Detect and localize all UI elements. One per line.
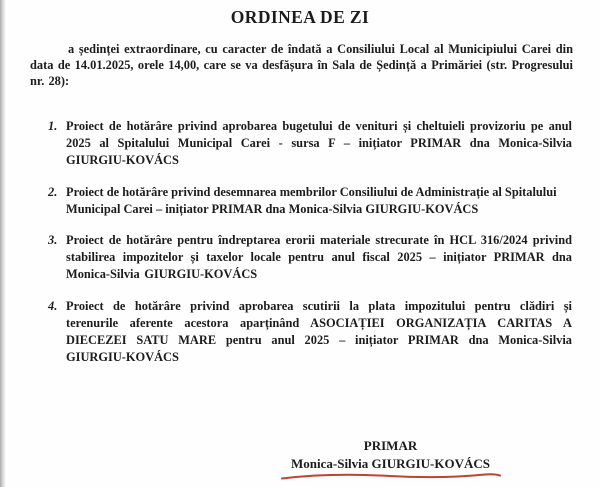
agenda-item-3-number: 3.: [48, 233, 58, 248]
agenda-item-3: [48, 232, 572, 284]
document-title: ORDINEA DE ZI: [230, 7, 370, 27]
agenda-item-4: [48, 298, 572, 367]
signature-name: Monica-Silvia GIURGIU-KOVÁCS: [291, 455, 490, 471]
agenda-item-1: [48, 118, 572, 170]
agenda-item-1-text: Proiect de hotărâre privind aprobarea bugetului de venituri și cheltuieli provizoriu pe anul 2025 al Spitalului Municipal Carei - sursa F – inițiator PRIMAR dna Monica-Silvia GIURGIU-KOVÁCS: [66, 119, 572, 168]
agenda-item-3-text: Proiect de hotărâre pentru îndreptarea erorii materiale strecurate în HCL 316/2024 privind stabilirea impozitelor și taxelor locale pentru anul fiscal 2025 – inițiator PRIMAR dna Monica-Silvia GIURGIU-KOVÁCS: [66, 233, 572, 282]
agenda-item-4-text: Proiect de hotărâre privind aprobarea scutirii la plata impozitului pentru clădiri și terenurile aferente acestora aparținând ASOCIAȚIEI ORGANIZAȚIA CARITAS A DIECEZEI SATU MARE pentru anul 2025 – inițiator PRIMAR dna Monica-Silvia GIURGIU-KOVÁCS: [66, 298, 572, 365]
signature-block: [268, 437, 513, 481]
agenda-item-2-number: 2.: [48, 184, 58, 199]
intro-paragraph: a ședinței extraordinare, cu caracter de îndată a Consiliului Local al Municipiului Carei din data de 14.01.2025, orele 14,00, care se va desfășura în Sala de Ședință a Primăriei (str. Progresului nr. 28):: [30, 42, 573, 88]
scan-edge-shadow: [0, 0, 6, 487]
agenda-item-2: [48, 184, 572, 218]
agenda-item-list: [48, 118, 572, 366]
signature-role: PRIMAR: [363, 438, 418, 453]
signature-underline-stroke: [280, 471, 502, 481]
agenda-item-2-text: Proiect de hotărâre privind desemnarea membrilor Consiliului de Administrație al Spitalului Municipal Carei – inițiator PRIMAR dna Monica-Silvia GIURGIU-KOVÁCS: [66, 184, 557, 216]
agenda-item-4-number: 4.: [48, 298, 58, 313]
agenda-item-1-number: 1.: [48, 119, 58, 133]
